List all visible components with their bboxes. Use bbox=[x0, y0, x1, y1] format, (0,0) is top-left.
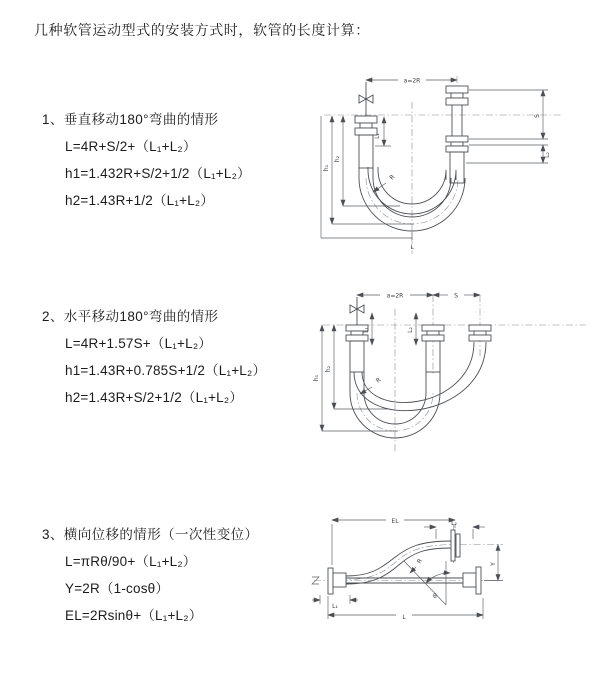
dim-label-fitting2: L₂ bbox=[407, 327, 414, 333]
formula: L=πRθ/90+（L₁+L₂） bbox=[65, 554, 197, 569]
flange-fitting-lower-right bbox=[463, 567, 481, 594]
dim-label-fitting2: L₂ bbox=[451, 520, 457, 527]
dim-label-fitting2: L₂ bbox=[544, 152, 551, 158]
hose-curve bbox=[346, 541, 463, 584]
formula: h1=1.432R+S/2+1/2（L₁+L₂） bbox=[65, 166, 251, 181]
dim-label-span: a=2R bbox=[403, 77, 421, 85]
valve-icon bbox=[359, 82, 373, 116]
dim-label-height1: h₁ bbox=[323, 164, 330, 172]
valve-icon bbox=[350, 297, 364, 325]
dim-label-radius: R bbox=[415, 557, 425, 566]
dim-label-height2: h₂ bbox=[325, 365, 332, 373]
flange-fitting-right bbox=[446, 86, 468, 183]
flange-fitting-left bbox=[355, 116, 377, 168]
dim-label-offset: Y bbox=[490, 562, 497, 566]
section-3-heading: 3、横向位移的情形（一次性变位） bbox=[42, 527, 259, 542]
section-2-heading: 2、水平移动180°弯曲的情形 bbox=[42, 309, 219, 324]
dimension-lines bbox=[321, 77, 548, 240]
dim-label-radius: R bbox=[388, 173, 397, 182]
formula: h2=1.43R+1/2（L₁+L₂） bbox=[65, 193, 215, 208]
dim-label-fitting1: L₁ bbox=[363, 327, 370, 333]
diagram-horizontal-180-bend bbox=[308, 281, 600, 459]
dim-label-span: a=2R bbox=[386, 292, 404, 300]
braided-section bbox=[450, 152, 464, 183]
flange-fitting-right bbox=[469, 325, 491, 341]
diagram-lateral-displacement bbox=[300, 503, 600, 645]
flange-fitting-left bbox=[328, 568, 346, 594]
formula: h2=1.43R+S/2+1/2（L₁+L₂） bbox=[65, 390, 244, 405]
section-1-heading: 1、垂直移动180°弯曲的情形 bbox=[42, 112, 219, 127]
dim-label-fitting1: L₁ bbox=[332, 603, 338, 610]
formula: EL=2Rsinθ+（L₁+L₂） bbox=[65, 608, 203, 623]
dim-label-height2: h₂ bbox=[334, 155, 341, 163]
section-1 bbox=[42, 106, 251, 214]
dim-label-radius: R bbox=[374, 376, 383, 385]
braided-section bbox=[350, 341, 364, 372]
section-2 bbox=[42, 303, 266, 411]
section-3 bbox=[42, 521, 258, 629]
dim-label-length: L bbox=[402, 614, 406, 621]
dim-label-extended-length: EL bbox=[391, 518, 399, 525]
flange-fitting-upper-right bbox=[451, 530, 460, 561]
diagram-vertical-180-bend bbox=[312, 66, 584, 258]
formula: L=4R+S/2+（L₁+L₂） bbox=[65, 139, 197, 154]
dim-label-stroke: S bbox=[534, 114, 541, 118]
dim-label-length: L bbox=[410, 244, 414, 251]
braided-section bbox=[359, 135, 373, 168]
dim-label-angle: θ bbox=[433, 593, 437, 600]
dim-label-height1: h₁ bbox=[313, 374, 320, 382]
formula: Y=2R（1-cosθ） bbox=[65, 581, 170, 596]
dimension-lines bbox=[312, 520, 503, 619]
page-title: 几种软管运动型式的安装方式时，软管的长度计算： bbox=[34, 22, 370, 38]
formula: h1=1.43R+0.785S+1/2（L₁+L₂） bbox=[65, 363, 267, 378]
formula: L=4R+1.57S+（L₁+L₂） bbox=[65, 336, 212, 351]
dim-label-fitting1: L₁ bbox=[374, 133, 381, 139]
centerlines bbox=[314, 525, 503, 581]
dim-label-stroke: S bbox=[454, 292, 458, 300]
